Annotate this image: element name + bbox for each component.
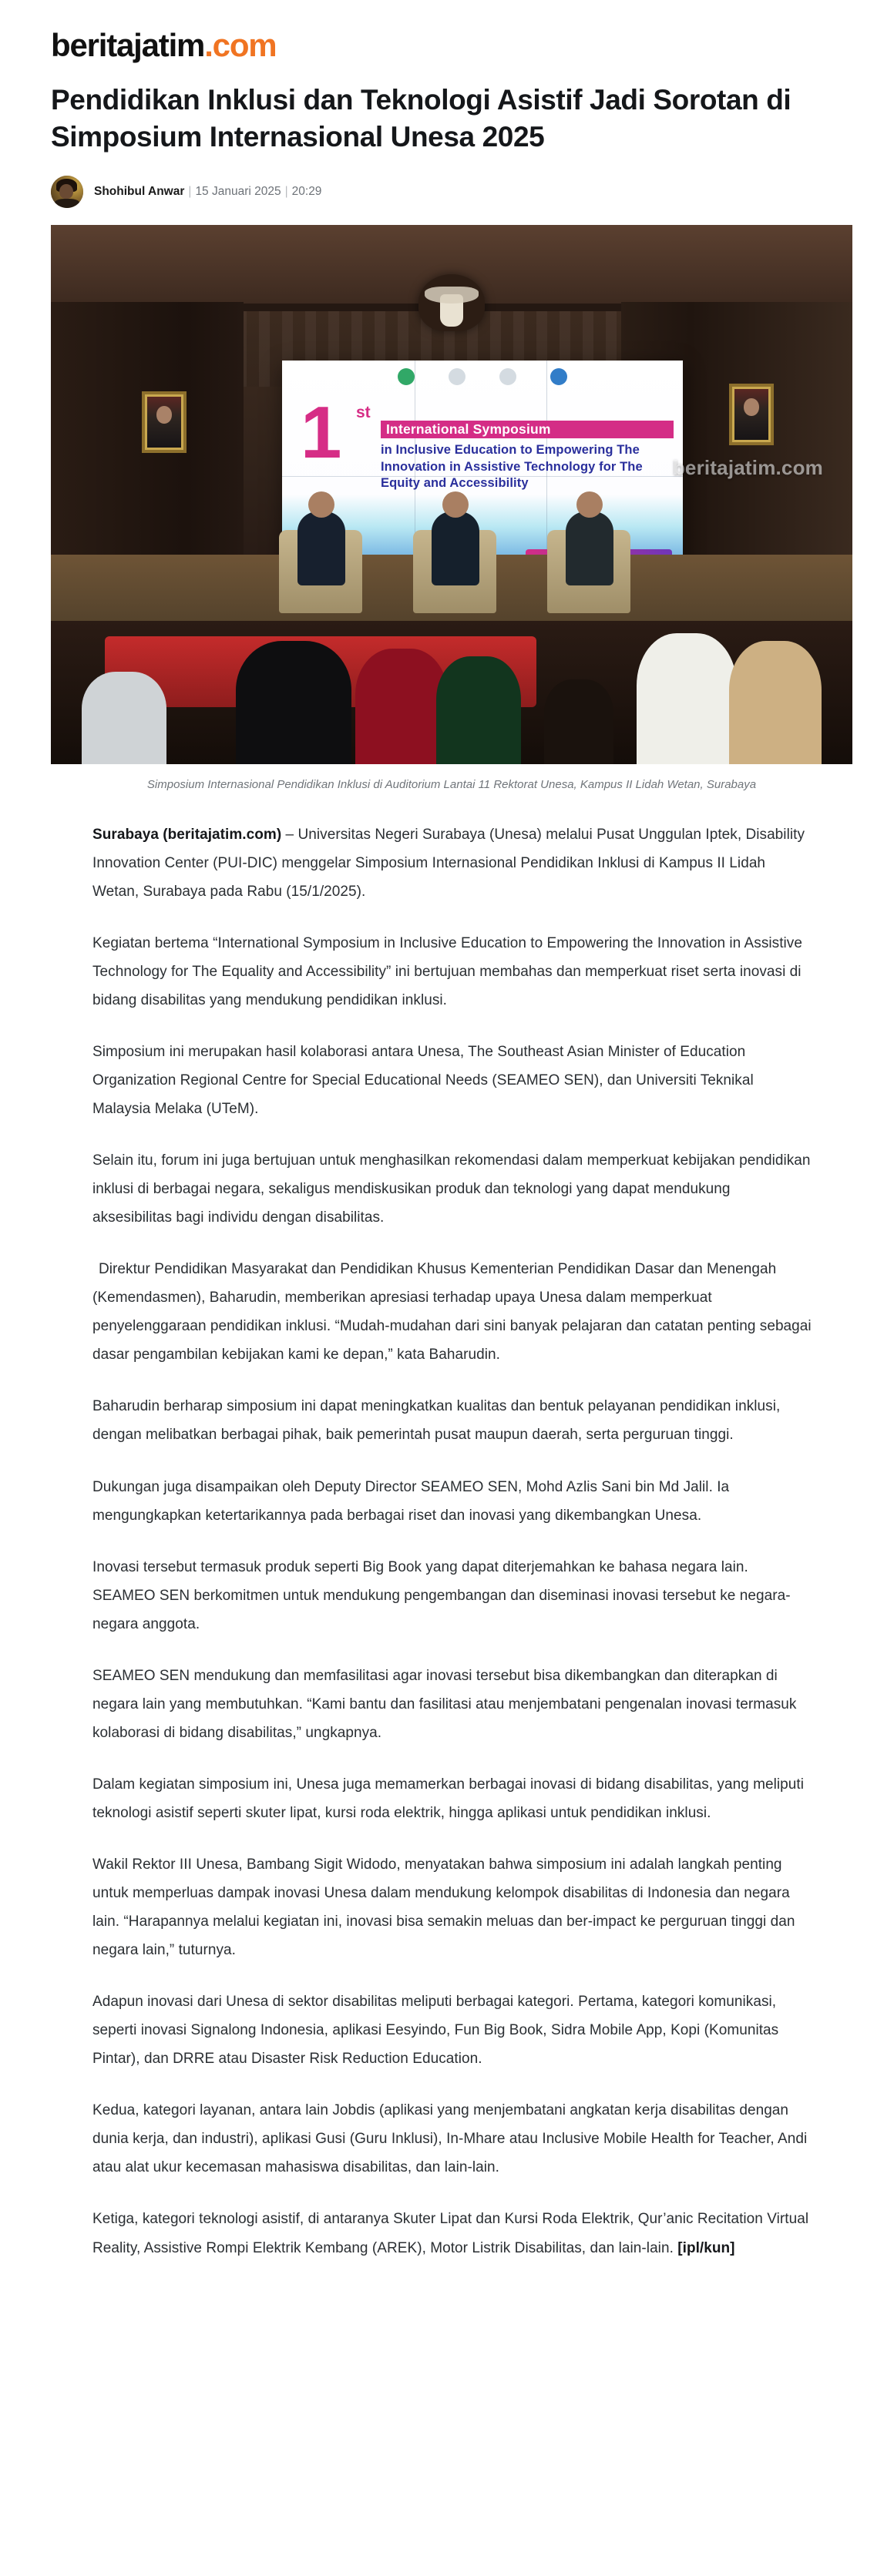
- article-body: [92, 820, 813, 2262]
- paragraph: Kegiatan bertema “International Symposium in Inclusive Education to Empowering the Innovation in Assistive Technology for The Equality and Accessibility” ini bertujuan membahas dan memperkuat riset serta inovasi di bidang disabilitas yang mendukung pendidikan inklusi.: [92, 934, 802, 1008]
- framed-portrait-left: [142, 391, 187, 453]
- paragraph: Inovasi tersebut termasuk produk seperti Big Book yang dapat diterjemahkan ke bahasa negara lain. SEAMEO SEN berkomitmen untuk mendukung pengembangan dan diseminasi inovasi tersebut ke negara-negara anggota.: [92, 1558, 791, 1632]
- site-logo-tld: .com: [204, 27, 277, 63]
- paragraph: Direktur Pendidikan Masyarakat dan Pendidikan Khusus Kementerian Pendidikan Dasar dan Menengah (Kemendasmen), Baharudin, memberikan apresiasi terhadap upaya Unesa dalam memperkuat penyelenggaraan pendidikan inklusi. “Mudah-mudahan dari sini banyak pelajaran dan catatan penting sebagai dasar pengambilan kebijakan kami ke depan,” kata Baharudin.: [92, 1261, 812, 1363]
- byline-date: 15 Januari 2025: [195, 184, 281, 198]
- panelist-2: [432, 512, 479, 585]
- final-paragraph: [92, 2205, 813, 2262]
- unesa-logo-icon: [398, 368, 415, 385]
- partner-logo-icon: [449, 368, 465, 385]
- panelist-3: [566, 512, 613, 585]
- final-paragraph-text: Ketiga, kategori teknologi asistif, di antaranya Skuter Lipat dan Kursi Roda Elektrik, Qur’anic Recitation Virtual Reality, Assistive Rompi Elektrik Kembang (AREK), Motor Listrik Disabilitas, dan lain-lain.: [92, 2211, 809, 2256]
- paragraph: Dukungan juga disampaikan oleh Deputy Director SEAMEO SEN, Mohd Azlis Sani bin Md Jalil. Ia mengungkapkan ketertarikannya pada berbagai riset dan inovasi yang dikembangkan Unesa.: [92, 1478, 730, 1524]
- lead-text: Universitas Negeri Surabaya (Unesa) melalui Pusat Unggulan Iptek, Disability Innovation Center (PUI-DIC) menggelar Simposium Internasional Pendidikan Inklusi di Kampus II Lidah Wetan, Surabaya pada Rabu (15/1/2025).: [92, 826, 805, 900]
- lead-paragraph: [92, 820, 813, 906]
- dateline: Surabaya (beritajatim.com): [92, 826, 282, 843]
- garuda-emblem-icon: [418, 274, 485, 331]
- framed-portrait-right: [729, 384, 774, 445]
- seameo-logo-icon: [499, 368, 516, 385]
- site-logo-name: beritajatim: [51, 27, 205, 63]
- byline-separator-2: |: [284, 184, 288, 198]
- figure-caption: Simposium Internasional Pendidikan Inklusi di Auditorium Lantai 11 Rektorat Unesa, Kampus II Lidah Wetan, Surabaya: [146, 778, 757, 792]
- dateline-dash: –: [281, 826, 298, 843]
- photo-watermark: beritajatim.com: [672, 456, 823, 480]
- paragraph: Kedua, kategori layanan, antara lain Jobdis (aplikasi yang menjembatani angkatan kerja disabilitas dengan dunia kerja, dan industri), aplikasi Gusi (Guru Inklusi), In-Mhare atau Inclusive Mobile Health for Teacher, Andi atau alat ukur kecemasan mahasiswa disabilitas, dan lain-lain.: [92, 2102, 808, 2176]
- avatar: [51, 176, 83, 208]
- screen-ordinal-suffix: st: [356, 404, 371, 422]
- byline-text: [94, 185, 321, 200]
- site-logo[interactable]: [51, 29, 854, 62]
- byline-separator-1: |: [188, 184, 192, 198]
- screen-subtitle: in Inclusive Education to Empowering The Innovation in Assistive Technology for The Equity and Accessibility: [381, 443, 643, 491]
- paragraph: Wakil Rektor III Unesa, Bambang Sigit Widodo, menyatakan bahwa simposium ini adalah langkah penting untuk memperluas dampak inovasi Unesa dalam mendukung kelompok disabilitas di Indonesia dan negara lain. “Harapannya melalui kegiatan ini, inovasi bisa semakin meluas dan ber-impact ke perguruan tinggi dan negara lain,” tuturnya.: [92, 1857, 795, 1959]
- page-title: Pendidikan Inklusi dan Teknologi Asistif Jadi Sorotan di Simposium Internasional Unesa 2025: [51, 84, 791, 153]
- byline-time: 20:29: [291, 184, 322, 198]
- paragraph: Adapun inovasi dari Unesa di sektor disabilitas meliputi berbagai kategori. Pertama, kategori komunikasi, seperti inovasi Signalong Indonesia, aplikasi Eesyindo, Fun Big Book, Sidra Mobile App, Kopi (Komunitas Pintar), dan DRRE atau Disaster Risk Reduction Education.: [92, 1994, 779, 2068]
- paragraph: Selain itu, forum ini juga bertujuan untuk menghasilkan rekomendasi dalam memperkuat kebijakan pendidikan inklusi di berbagai negara, sekaligus mendiskusikan produk dan teknologi yang dapat mendukung aksesibilitas bagi individu dengan disabilitas.: [92, 1152, 811, 1226]
- article-figure: [51, 225, 852, 794]
- screen-logo-row: [282, 368, 683, 385]
- article-credit: [ipl/kun]: [677, 2239, 735, 2256]
- article-photo: [51, 225, 852, 764]
- paragraph: Dalam kegiatan simposium ini, Unesa juga memamerkan berbagai inovasi di bidang disabilitas, yang meliputi teknologi asistif seperti skuter lipat, kursi roda elektrik, hingga aplikasi untuk pendidikan inklusi.: [92, 1776, 805, 1821]
- byline-author[interactable]: Shohibul Anwar: [94, 184, 185, 198]
- utem-logo-icon: [550, 368, 567, 385]
- paragraph: Simposium ini merupakan hasil kolaborasi antara Unesa, The Southeast Asian Minister of Education Organization Regional Centre for Special Educational Needs (SEAMEO SEN), dan Universiti Teknikal Malaysia Melaka (UTeM).: [92, 1043, 754, 1118]
- screen-title: International Symposium: [381, 421, 674, 438]
- byline: [51, 176, 854, 208]
- panelist-1: [297, 512, 345, 585]
- screen-ordinal-number: 1: [301, 391, 342, 475]
- paragraph: Baharudin berharap simposium ini dapat meningkatkan kualitas dan bentuk pelayanan pendidikan inklusi, dengan melibatkan berbagai pihak, baik pemerintah pusat maupun daerah, serta perguruan tinggi.: [92, 1398, 781, 1444]
- paragraph: SEAMEO SEN mendukung dan memfasilitasi agar inovasi tersebut bisa dikembangkan dan diterapkan di negara lain yang membutuhkan. “Kami bantu dan fasilitasi atau menjembatani pengenalan inovasi termasuk kolaborasi di bidang disabilitas,” ungkapnya.: [92, 1667, 797, 1741]
